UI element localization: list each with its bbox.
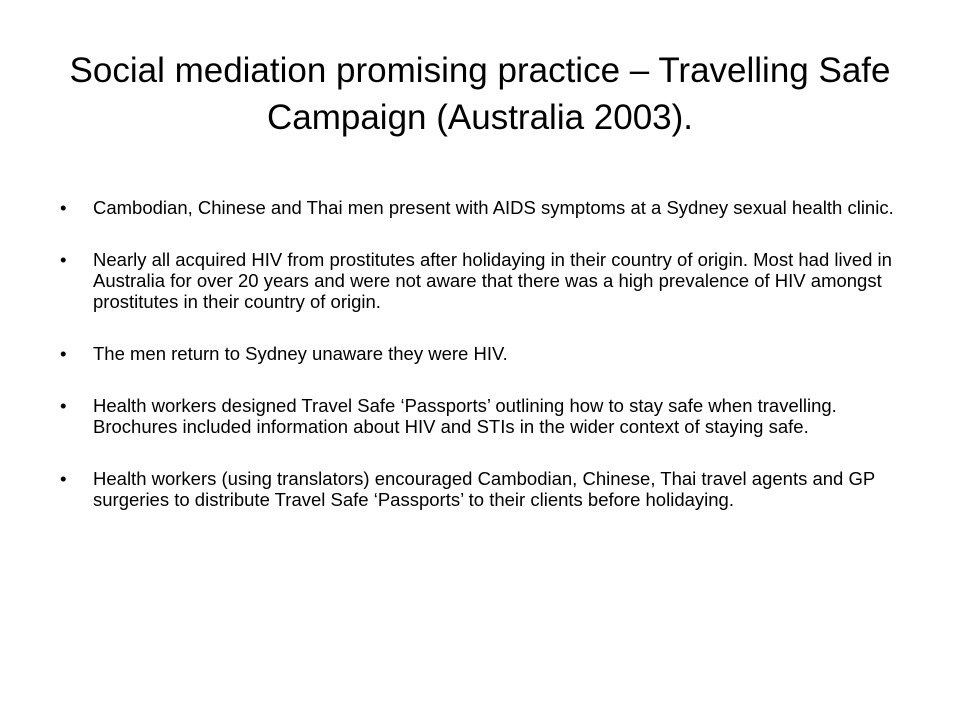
bullet-text: Cambodian, Chinese and Thai men present with AIDS symptoms at a Sydney sexual health clinic. (93, 197, 894, 218)
bullet-text: The men return to Sydney unaware they were HIV. (93, 343, 508, 364)
slide-title: Social mediation promising practice – Travelling Safe Campaign (Australia 2003). (69, 51, 891, 137)
bullet-marker: • (60, 197, 67, 218)
bullet-marker: • (60, 249, 67, 270)
bullet-item (60, 468, 900, 510)
bullet-text: Health workers (using translators) encouraged Cambodian, Chinese, Thai travel agents and GP surgeries to distribute Travel Safe ‘Passports’ to their clients before holidaying. (93, 468, 875, 510)
bullet-item (60, 249, 900, 312)
bullet-marker: • (60, 468, 67, 489)
bullet-item (60, 343, 900, 364)
bullet-item (60, 197, 900, 218)
bullet-text: Health workers designed Travel Safe ‘Passports’ outlining how to stay safe when travelling. Brochures included information about HIV and STIs in the wider context of staying safe. (93, 395, 837, 437)
bullet-marker: • (60, 395, 67, 416)
bullet-marker: • (60, 343, 67, 364)
bullet-item (60, 395, 900, 437)
bullet-list (60, 197, 900, 541)
bullet-text: Nearly all acquired HIV from prostitutes after holidaying in their country of origin. Most had lived in Australia for over 20 years and were not aware that there was a high prevalence of HIV amongst prostitutes in their country of origin. (93, 249, 892, 312)
